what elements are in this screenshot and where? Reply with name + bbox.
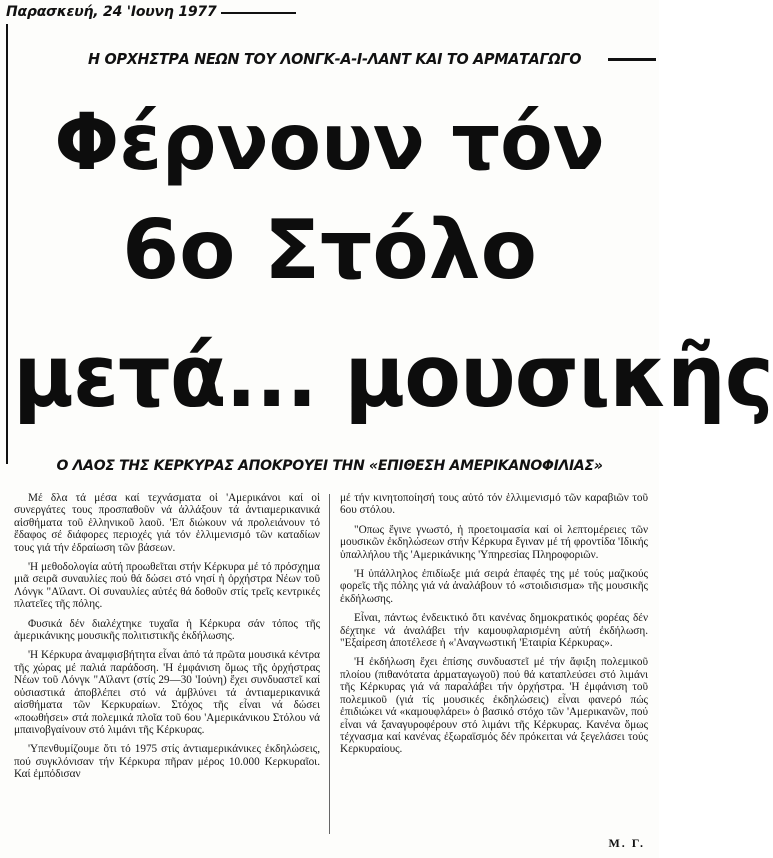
article-paragraph: Φυσικά δέν διαλέχτηκε τυχαῖα ἡ Κέρκυρα σάν τόπος τῆς ἀμερικάνικης μουσικῆς πολιτιστικῆς ἐκδήλωσης. <box>14 617 320 643</box>
headline-line-1: Φέρνουν τόν <box>54 98 605 188</box>
article-paragraph: Εἶναι, πάντως ἐνδεικτικό ὅτι κανένας δημοκρατικός φορέας δέν δέχτηκε νά ἀναλάβει τήν καμουφλαρισμένη αὐτή ἐκδήλωση. "Εξαίρεση ἀποτέλεσε ἡ «'Αναγνωστική 'Εταιρία Κέρκυρας». <box>340 612 648 650</box>
kicker-rule <box>608 58 656 61</box>
dateline-rule <box>221 12 297 14</box>
headline-line-2: 6ο Στόλο <box>122 203 537 298</box>
kicker-text: Η ΟΡΧΗΣΤΡΑ ΝΕΩΝ ΤΟΥ ΛΟΝΓΚ-Α-Ι-ΛΑΝΤ ΚΑΙ ΤΟ ΑΡΜΑΤΑΓΩΓΟ <box>88 50 582 68</box>
article-paragraph: 'Η ἐκδήλωση ἔχει ἐπίσης συνδυαστεῖ μέ τήν ἄφιξη πολεμικοῦ πλοίου (πιθανότατα ἀρματαγωγοῦ) πού θά καταπλεύσει στό λιμάνι τῆς Κέρκυρας γιά νά παραλάβει τήν ὀρχήστρα. 'Η ἐμφάνιση τοῦ πολεμικοῦ (γιά τίς μουσικές ἐκδηλώσεις) εἶναι φανερό πώς ἐπιδιώκει νά «καμουφλάρει» ὁ βασικό στόχο τῶν 'Αμερικανῶν, πού εἶναι νά ξαναγυροφέρουν στό λιμάνι τῆς Κέρκυρας. Κανένα ὅμως τέχνασμα καί κανένας ἐξωραϊσμός δέν πρόκειται νά ξεγελάσει τούς Κερκυραίους. <box>340 656 648 756</box>
article-paragraph: 'Υπενθυμίζουμε ὅτι τό 1975 στίς ἀντιαμερικάνικες ἐκδηλώσεις, πού συγκλόνισαν τήν Κέρκυρα πῆραν μέρος 10.000 Κερκυραῖοι. Καί ἐμπόδισαν <box>14 743 320 781</box>
article-paragraph: 'Η ὑπάλληλος ἐπιδίωξε μιά σειρά ἐπαφές της μέ τούς μαζικούς φορεῖς τῆς πόλης γιά νά ἀναλάβουν τό «στοιδισισμα» τῆς μουσικῆς ἐκδήλωσης. <box>340 568 648 605</box>
dateline <box>6 4 296 20</box>
article-column-left <box>14 492 320 788</box>
article-paragraph: 'Η μεθοδολογία αὐτή προωθεῖται στήν Κέρκυρα μέ τό πρόσχημα μιᾶ σειρᾶ συναυλίες πού θά δώσει στό νησί ἡ ὀρχήστρα Νέων τοῦ Λόνγκ "Αϊλαντ. Οἱ συναυλίες αὐτές θά δοθοῦν στίς τρεῖς κεντρικές πλατεῖες τῆς πόλης. <box>14 561 320 611</box>
article-paragraph: 'Η Κέρκυρα ἀναμφισβήτητα εἶναι ἀπό τά πρῶτα μουσικά κέντρα τῆς χώρας μέ παλιά παράδοση. 'Η ἐμφάνιση ὅμως τῆς ὀρχήστρας Νέων τοῦ Λόνγκ "Αϊλαντ (στίς 29—30 'Ιούνη) ἔχει συνδυαστεῖ καί οὐσιαστικά ἀποβλέπει στό νά ἀμβλύνει τά ἀντιαμερικανικά αἰσθήματα τῶν Κερκυραίων. Στόχος τῆς εἶναι νά δώσει «ποωθήσει» στά πολεμικά πλοῖα τοῦ 6ου 'Αμερικάνικου Στόλου νά μπαινοβγαίνουν στό λιμάνι τῆς Κέρκυρας. <box>14 649 320 736</box>
author-signature: Μ. Γ. <box>608 836 645 850</box>
article-paragraph: "Οπως ἔγινε γνωστό, ἡ προετοιμασία καί οἱ λεπτομέρειες τῶν μουσικῶν ἐκδηλώσεων στήν Κέρκυρα ἔγιναν μέ τή φροντίδα 'Ιδικής ὑπαλλήλου τῆς 'Αμερικάνικης 'Υπηρεσίας Πληροφοριῶν. <box>340 523 648 561</box>
dateline-text: Παρασκευή, 24 'Ιουνη 1977 <box>6 4 217 20</box>
kicker <box>88 50 656 68</box>
article-paragraph: Μέ δλα τά μέσα καί τεχνάσματα οἱ 'Αμερικάνοι καί οἱ συνεργάτες τους προσπαθοῦν νά ἀλλάξουν τά ἀντιαμερικανικά αἰσθήματα τοῦ ἑλληνικοῦ λαοῦ. 'Επ διώκουν νά προλειάνουν τό ἔδαφος σέ διάφορες περιοχές γιά τόν ἑλλιμενισμό τῶν καταδίων τους γιά τήν ἐδραίωση τῶν βάσεων. <box>14 492 320 554</box>
headline-line-3: μετά... μουσικῆς <box>13 327 773 427</box>
article-paragraph: μέ τήν κινητοποίησή τους αὐτό τόν ἑλλιμενισμό τῶν καραβιῶν τοῦ 6ου στόλου. <box>340 492 648 517</box>
subhead: Ο ΛΑΟΣ ΤΗΣ ΚΕΡΚΥΡΑΣ ΑΠΟΚΡΟΥΕΙ ΤΗΝ «ΕΠΙΘΕΣΗ ΑΜΕΡΙΚΑΝΟΦΙΛΙΑΣ» <box>56 458 603 474</box>
column-divider <box>329 494 330 834</box>
article-column-right <box>340 492 648 763</box>
